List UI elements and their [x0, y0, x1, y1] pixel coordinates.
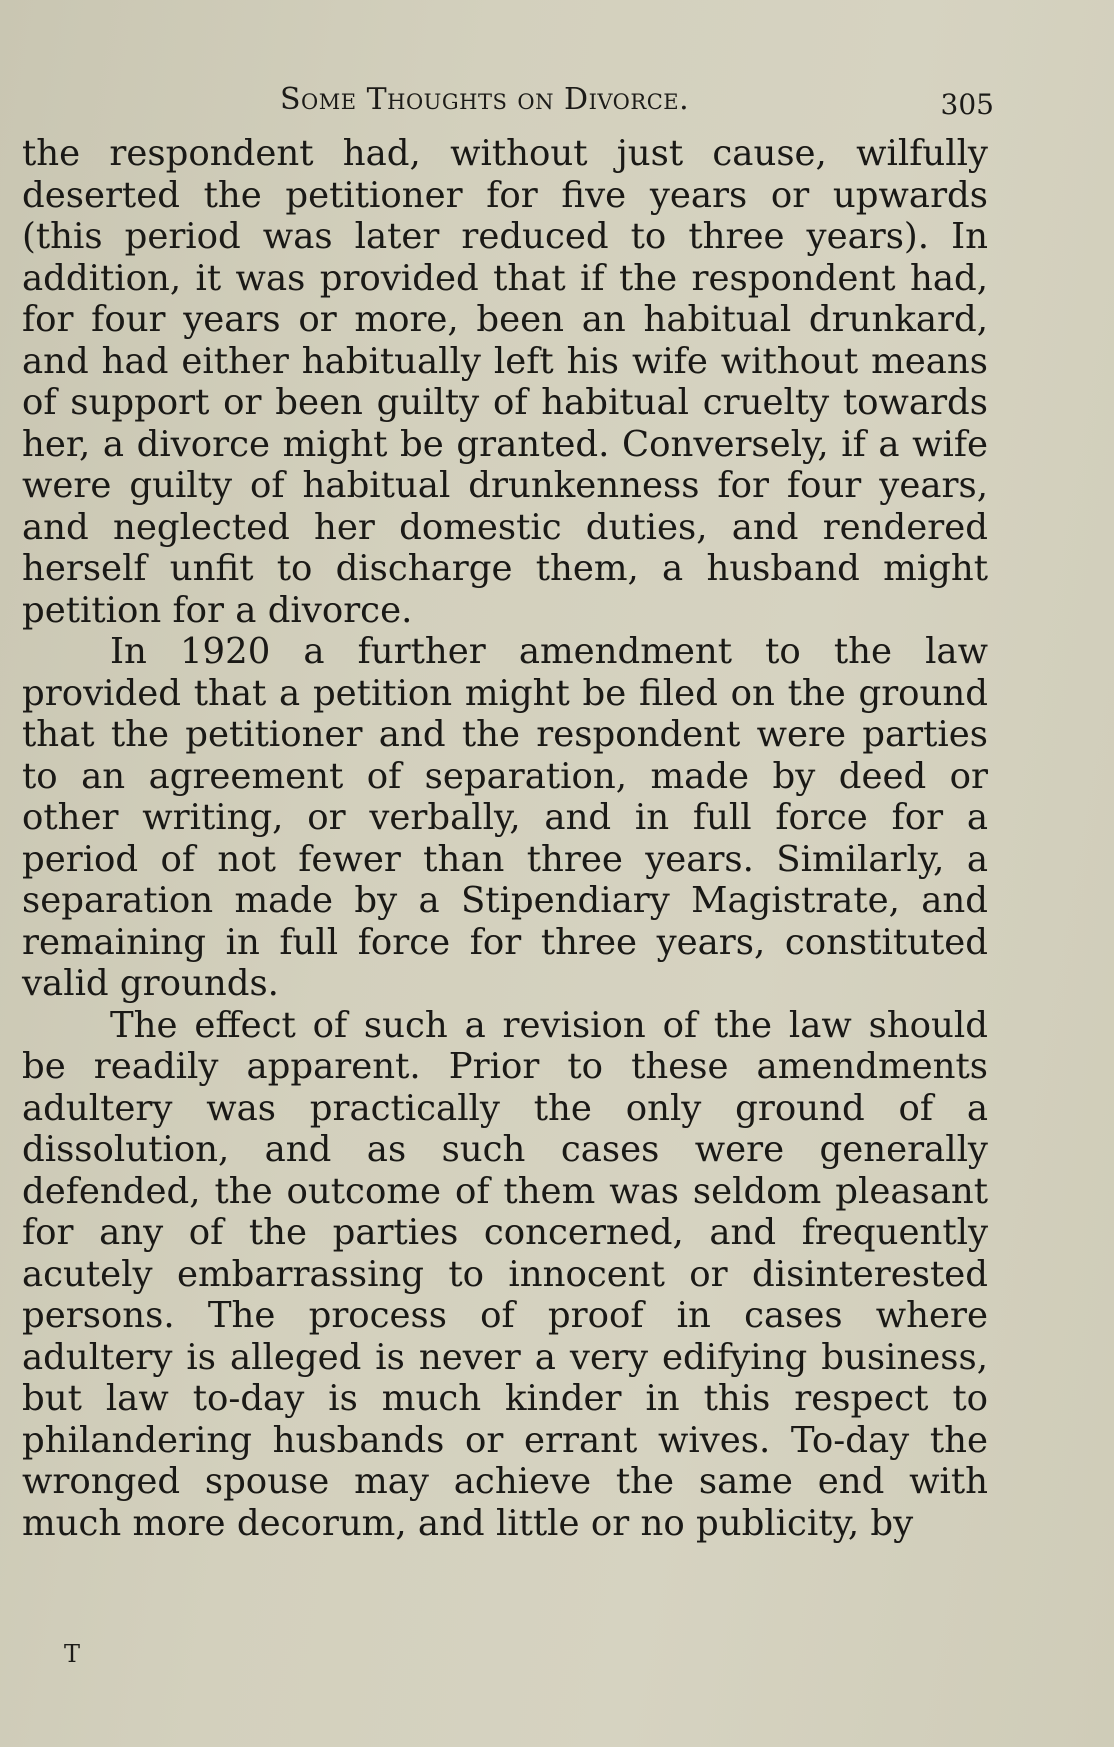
- page-number: 305: [940, 88, 994, 121]
- signature-mark: T: [64, 1640, 81, 1668]
- paragraph-1920-amendment: In 1920 a further amendment to the law provided that a petition might be filed on the ground that the petitioner and the respondent were parties to an agreement of separation, made by deed or other writing, or verbally, and in full force for a period of not fewer than three years. Similarly, a separation made by a Stipendiary Magistrate, and remaining in full force for three years, constituted valid grounds.: [22, 631, 988, 1004]
- body-text: [22, 133, 988, 1544]
- running-head: [0, 82, 1114, 132]
- paragraph-effect-of-revision: The effect of such a revision of the law should be readily apparent. Prior to these amendments adultery was practically the only ground of a dissolution, and as such cases were generally defended, the outcome of them was seldom pleasant for any of the parties concerned, and frequently acutely embarrassing to innocent or disinterested persons. The process of proof in cases where adultery is alleged is never a very edifying business, but law to-day is much kinder in this respect to philandering husbands or errant wives. To-day the wronged spouse may achieve the same end with much more decorum, and little or no publicity, by: [22, 1004, 988, 1544]
- paragraph-continued: the respondent had, without just cause, wilfully deserted the petitioner for five years or upwards (this period was later reduced to three years). In addition, it was provided that if the respondent had, for four years or more, been an habitual drunkard, and had either habitually left his wife without means of support or been guilty of habitual cruelty towards her, a divorce might be granted. Conversely, if a wife were guilty of habitual drunkenness for four years, and neglected her domestic duties, and rendered herself unfit to discharge them, a husband might petition for a divorce.: [22, 133, 988, 631]
- running-title: Some Thoughts on Divorce.: [280, 82, 690, 117]
